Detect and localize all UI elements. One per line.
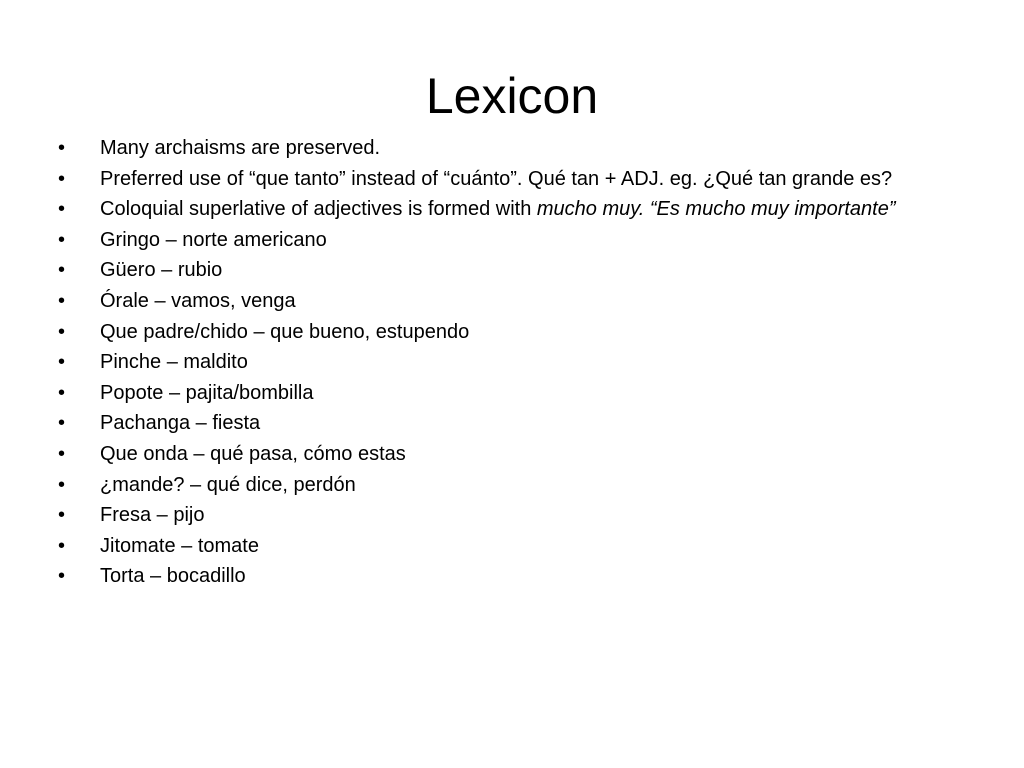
bullet-text: Popote – pajita/bombilla: [100, 381, 314, 404]
bullet-item-7: [58, 320, 958, 344]
bullet-item-1: [58, 136, 958, 160]
bullet-item-3: [58, 197, 958, 221]
bullet-item-2: [58, 167, 958, 191]
bullet-text: Pinche – maldito: [100, 351, 248, 374]
bullet-icon: •: [58, 320, 66, 343]
bullet-icon: •: [58, 228, 66, 251]
bullet-icon: •: [58, 351, 66, 374]
bullet-text: Many archaisms are preserved.: [100, 137, 381, 159]
bullet-text: Que padre/chido – que bueno, estupendo: [100, 320, 470, 343]
bullet-icon: •: [58, 167, 66, 190]
bullet-item-12: [58, 473, 958, 497]
bullet-item-4: [58, 228, 958, 252]
bullet-text: Preferred use of “que tanto” instead of “cuánto”. Qué tan + ADJ. eg. ¿Qué tan grande es?: [100, 167, 893, 190]
bullet-item-11: [58, 442, 958, 466]
bullet-item-6: [58, 289, 958, 313]
bullet-text: Que onda – qué pasa, cómo estas: [100, 442, 406, 465]
bullet-text: Jitomate – tomate: [100, 534, 259, 557]
bullet-text: ¿mande? – qué dice, perdón: [100, 473, 356, 496]
bullet-text-italic: mucho muy. “Es mucho muy importante”: [536, 198, 896, 221]
bullet-icon: •: [58, 534, 66, 557]
bullet-text: Gringo – norte americano: [100, 228, 327, 251]
bullet-item-9: [58, 381, 958, 405]
bullet-text: Torta – bocadillo: [100, 565, 246, 588]
bullet-text: Pachanga – fiesta: [100, 412, 261, 435]
bullet-text: Coloquial superlative of adjectives is formed with: [100, 198, 537, 221]
slide-title: Lexicon: [425, 68, 599, 124]
bullet-icon: •: [58, 381, 66, 404]
bullet-icon: •: [58, 504, 66, 527]
bullet-icon: •: [58, 412, 66, 435]
bullet-item-10: [58, 411, 958, 435]
bullet-item-13: [58, 503, 958, 527]
bullet-icon: •: [58, 198, 66, 221]
bullet-icon: •: [58, 473, 66, 496]
bullet-item-15: [58, 564, 958, 588]
bullet-icon: •: [58, 289, 66, 312]
bullet-text: Fresa – pijo: [100, 504, 205, 527]
bullet-icon: •: [58, 137, 66, 159]
bullet-text: Güero – rubio: [100, 259, 223, 282]
bullet-icon: •: [58, 565, 66, 588]
bullet-text: Órale – vamos, venga: [100, 289, 296, 312]
bullet-item-8: [58, 350, 958, 374]
bullet-list: [58, 136, 958, 595]
bullet-icon: •: [58, 259, 66, 282]
bullet-icon: •: [58, 442, 66, 465]
bullet-item-14: [58, 534, 958, 558]
bullet-item-5: [58, 258, 958, 282]
